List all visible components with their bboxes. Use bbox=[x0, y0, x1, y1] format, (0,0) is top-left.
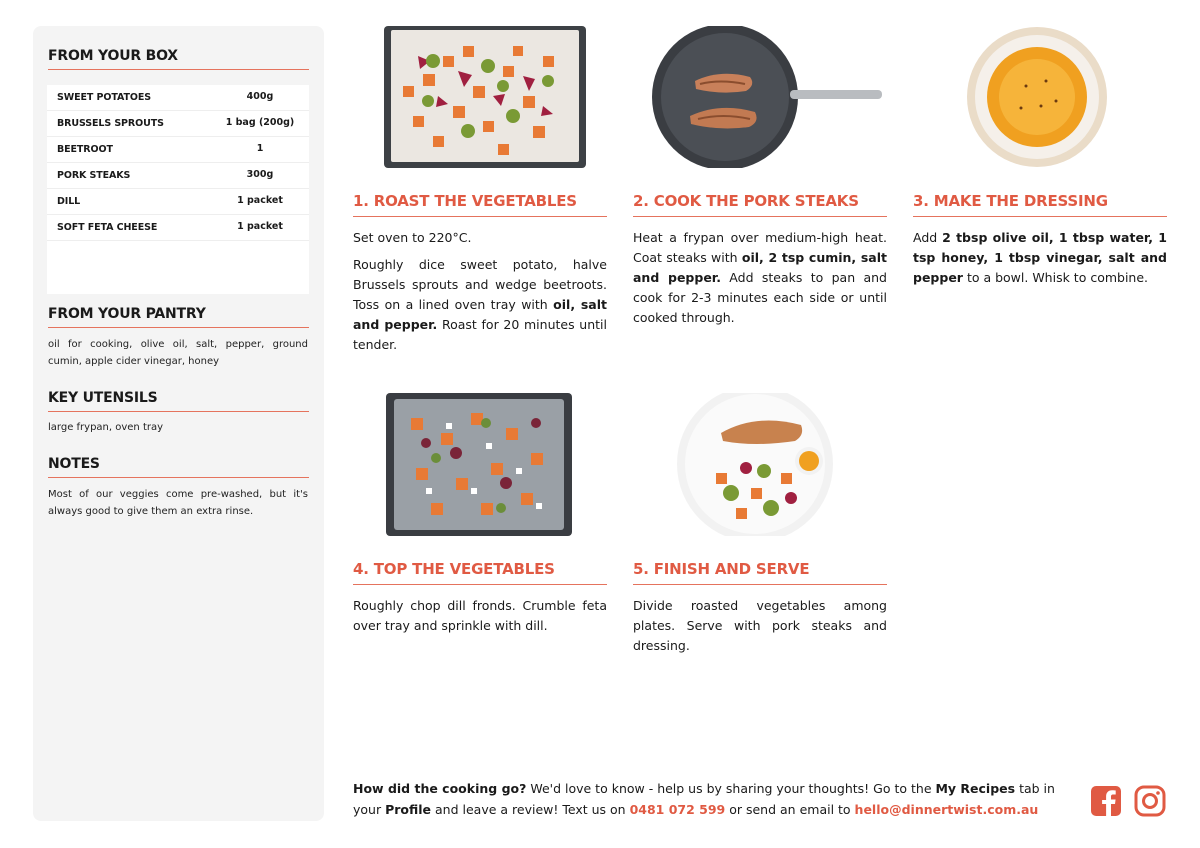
ingredient-name: BEETROOT bbox=[57, 144, 113, 155]
topped-vegetables-image bbox=[386, 393, 572, 536]
ingredient-row bbox=[47, 137, 309, 163]
my-recipes-link[interactable]: My Recipes bbox=[935, 781, 1016, 796]
step-1-title: 1. ROAST THE VEGETABLES bbox=[353, 192, 607, 217]
ingredient-row bbox=[47, 111, 309, 137]
profile-link[interactable]: Profile bbox=[385, 802, 432, 817]
ingredient-row bbox=[47, 189, 309, 215]
instagram-icon[interactable] bbox=[1134, 785, 1166, 817]
ingredient-qty: 1 packet bbox=[237, 195, 283, 206]
ingredient-name: DILL bbox=[57, 196, 81, 207]
feedback-question: How did the cooking go? bbox=[353, 781, 527, 796]
roast-vegetables-image bbox=[383, 26, 587, 169]
phone-link[interactable]: 0481 072 599 bbox=[629, 802, 726, 817]
ingredient-row bbox=[47, 163, 309, 189]
box-ingredients-table bbox=[47, 85, 309, 294]
ingredient-qty: 300g bbox=[246, 169, 274, 180]
ingredient-qty: 400g bbox=[246, 91, 274, 102]
step-3-text: Add 2 tbsp olive oil, 1 tbsp water, 1 tsp honey, 1 tbsp vinegar, salt and pepper to a bowl. Whisk to combine. bbox=[913, 230, 1167, 285]
notes-heading: NOTES bbox=[48, 456, 309, 478]
ingredient-name: SWEET POTATOES bbox=[57, 92, 151, 103]
step-1-method: Roughly dice sweet potato, halve Brussels sprouts and wedge beetroots. Toss on a lined oven tray with oil, salt and pepper. Roast for 20 minutes until tender. bbox=[353, 257, 607, 352]
step-5-text: Divide roasted vegetables among plates. Serve with pork steaks and dressing. bbox=[633, 598, 887, 653]
step-1-oven: Set oven to 220°C. bbox=[353, 230, 472, 245]
key-utensils-heading: KEY UTENSILS bbox=[48, 390, 309, 412]
step-1-text bbox=[353, 228, 607, 362]
email-link[interactable]: hello@dinnertwist.com.au bbox=[854, 802, 1039, 817]
ingredient-name: PORK STEAKS bbox=[57, 170, 131, 181]
facebook-icon[interactable] bbox=[1090, 785, 1122, 817]
ingredient-name: BRUSSELS SPROUTS bbox=[57, 118, 164, 129]
step-4-title: 4. TOP THE VEGETABLES bbox=[353, 560, 607, 585]
ingredient-row bbox=[47, 215, 309, 241]
utensils-text: large frypan, oven tray bbox=[48, 422, 164, 433]
pantry-text: oil for cooking, olive oil, salt, pepper, ground cumin, apple cider vinegar, honey bbox=[48, 339, 308, 367]
ingredient-qty: 1 bbox=[256, 143, 264, 154]
step-2-title: 2. COOK THE PORK STEAKS bbox=[633, 192, 887, 217]
step-5-title: 5. FINISH AND SERVE bbox=[633, 560, 887, 585]
ingredients-sidebar bbox=[33, 26, 324, 821]
step-4-text: Roughly chop dill fronds. Crumble feta over tray and sprinkle with dill. bbox=[353, 598, 607, 633]
cook-pork-image bbox=[650, 26, 882, 168]
from-your-pantry-heading: FROM YOUR PANTRY bbox=[48, 306, 309, 328]
ingredient-name: SOFT FETA CHEESE bbox=[57, 222, 158, 233]
step-3-title: 3. MAKE THE DRESSING bbox=[913, 192, 1167, 217]
ingredient-qty: 1 bag (200g) bbox=[225, 117, 295, 128]
from-your-box-heading: FROM YOUR BOX bbox=[48, 48, 309, 70]
notes-text: Most of our veggies come pre-washed, but it's always good to give them an extra rinse. bbox=[48, 489, 308, 517]
feedback-footer: How did the cooking go? We'd love to know - help us by sharing your thoughts! Go to the My Recipes tab in your Profile and leave a review! Text us on 0481 072 599 or send an email to hello@dinnertwist.com.au bbox=[353, 781, 1055, 817]
step-2-text: Heat a frypan over medium-high heat. Coat steaks with oil, 2 tsp cumin, salt and pepper. Add steaks to pan and cook for 2-3 minutes each side or until cooked through. bbox=[633, 230, 887, 325]
ingredient-qty: 1 packet bbox=[237, 221, 283, 232]
plated-dish-image bbox=[676, 393, 834, 536]
ingredient-row bbox=[47, 85, 309, 111]
dressing-bowl-image bbox=[966, 26, 1108, 168]
